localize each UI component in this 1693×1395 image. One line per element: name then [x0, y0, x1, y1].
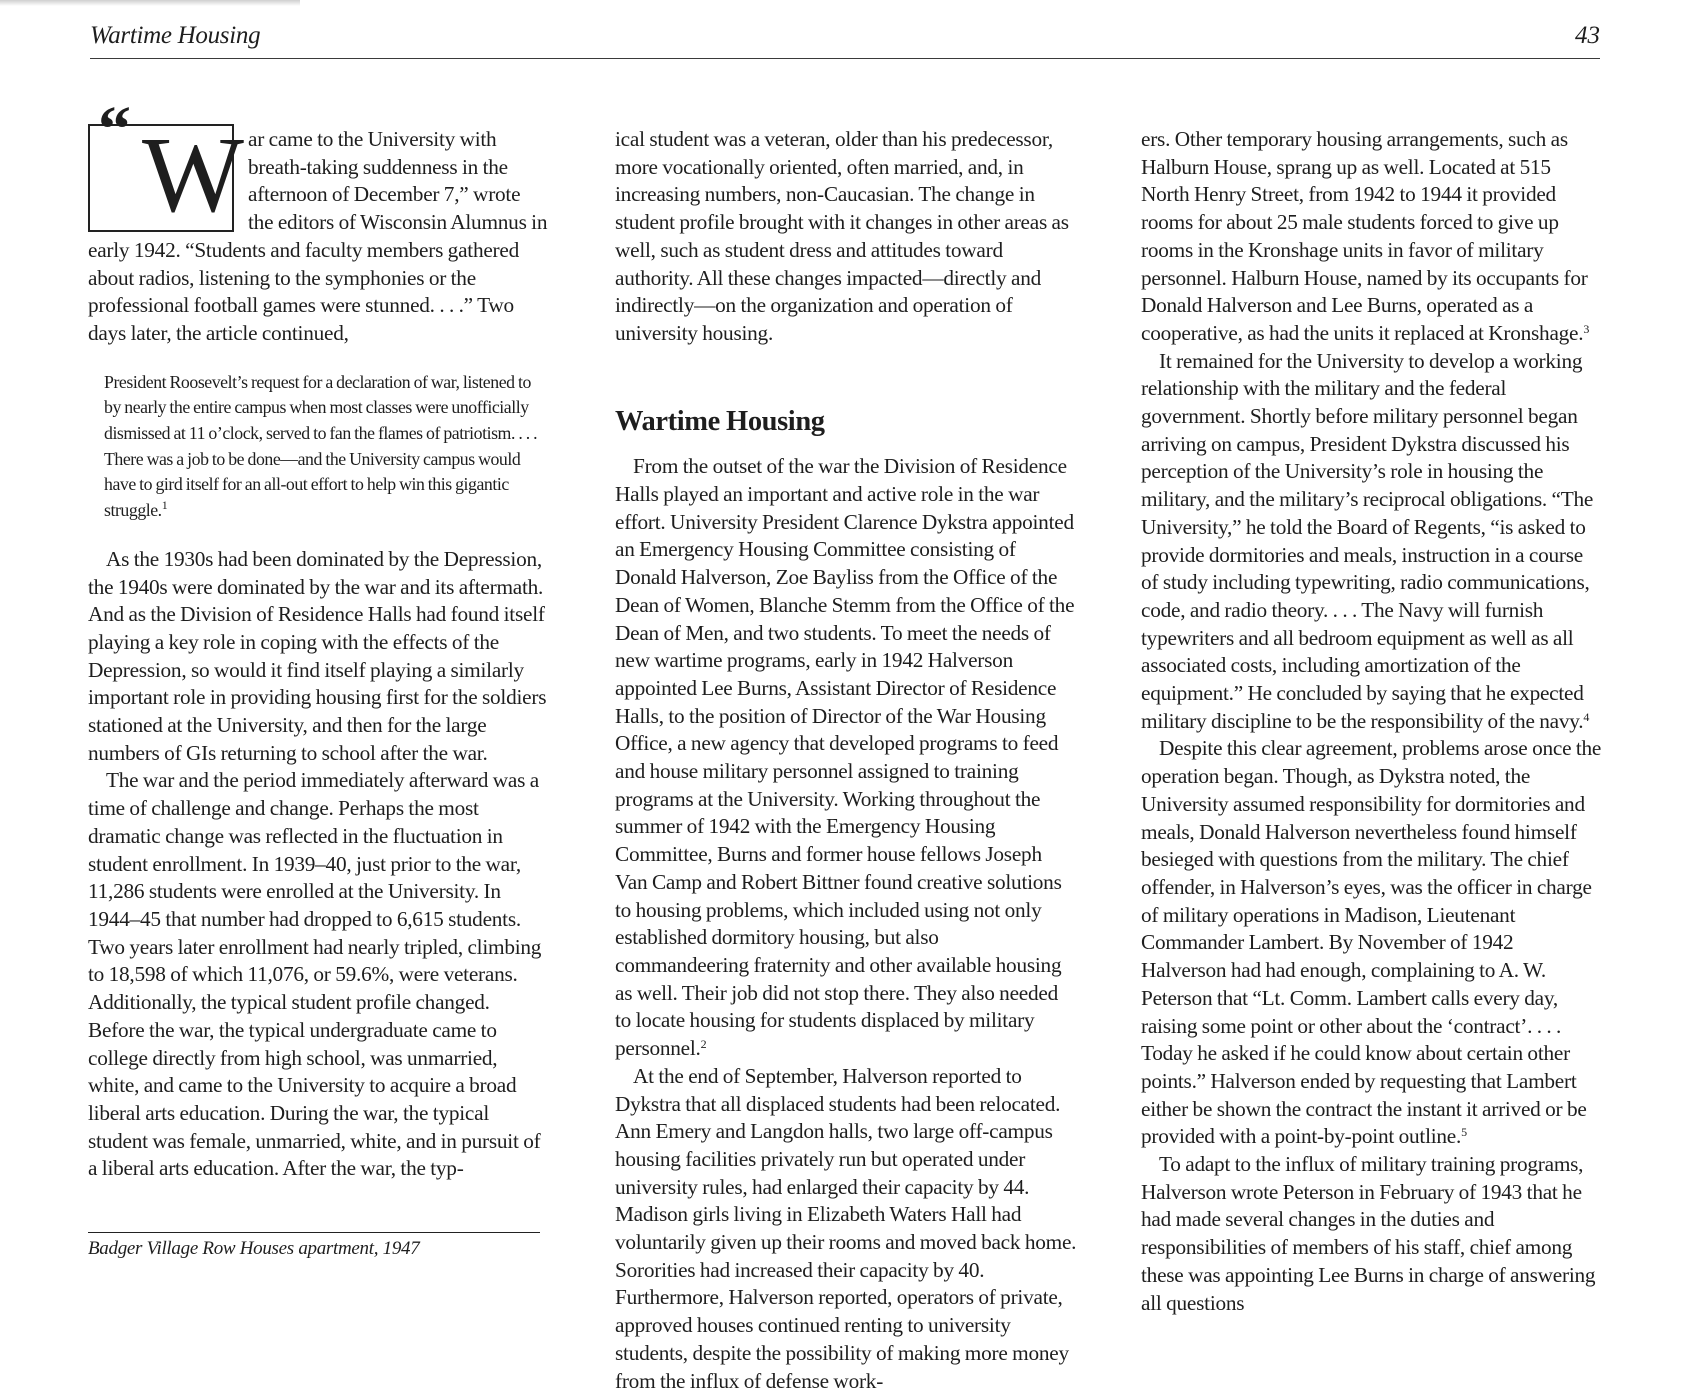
column-1	[88, 93, 550, 1183]
paragraph	[1141, 348, 1603, 736]
paragraph	[1141, 126, 1603, 348]
paragraph: The war and the period immediately afterward was a time of challenge and change. Perhaps the most dramatic change was reflected in the fluctuation in student enrollment. In 1939–40, just prior to the war, 11,286 students were enrolled at the University. In 1944–45 that number had dropped to 6,615 students. Two years later enrollment had nearly tripled, climbing to 18,598 of which 11,076, or 59.6%, were veterans. Additionally, the typical student profile changed. Before the war, the typical undergraduate came to college directly from high school, was unmarried, white, and came to the University to acquire a broad liberal arts education. During the war, the typical student was female, unmarried, white, and in pursuit of a liberal arts education. After the war, the typ-	[88, 768, 542, 1181]
section-heading: Wartime Housing	[615, 405, 825, 437]
footnote-ref: 2	[700, 1037, 707, 1052]
block-quote-text: President Roosevelt’s request for a declaration of war, listened to by nearly the entire campus when most classes were unofficially dismissed at 11 o’clock, served to fan the flames of patriotism. . . . There was a job to be done—and the University campus would have to gird itself for an all-out effort to help win this gigantic struggle.	[104, 371, 538, 521]
running-head: Wartime Housing	[90, 22, 261, 49]
paragraph-text: Despite this clear agreement, problems arose once the operation began. Though, as Dykstra noted, the University assumed responsibility for dormitories and meals, Donald Halverson nevertheless found himself besieged with questions from the military. The chief offender, in Halverson’s eyes, was the officer in charge of military operations in Madison, Lieutenant Commander Lambert. By November of 1942 Halverson had had enough, complaining to A. W. Peterson that “Lt. Comm. Lambert calls every day, raising some point or other about the ‘contract’. . . . Today he asked if he could know about certain other points.” Halverson ended by requesting that Lambert either be shown the contract the instant it arrived or be provided with a point-by-point outline.	[1141, 736, 1602, 1149]
page-number: 43	[1575, 22, 1600, 49]
drop-cap-quote-mark: “	[98, 93, 131, 166]
column-2	[615, 126, 1077, 1395]
paragraph-text: It remained for the University to develop a working relationship with the military and the federal government. Shortly before military personnel began arriving on campus, President Dykstra discussed his perception of the University’s role in housing the military, and the military’s reciprocal obligations. “The University,” he told the Board of Regents, “is asked to provide dormitories and meals, instruction in a course of study including typewriting, radio communications, code, and radio theory. . . . The Navy will furnish typewriters and all bedroom equipment as well as all associated costs, including amortization of the equipment.” He concluded by saying that he expected military discipline to be the responsibility of the navy.	[1141, 348, 1594, 733]
caption-rule	[88, 1232, 540, 1233]
paragraph: As the 1930s had been dominated by the Depression, the 1940s were dominated by the war and its aftermath. And as the Division of Residence Halls had found itself playing a key role in coping with the effects of the Depression, so would it find itself playing a similarly important role in providing housing first for the soldiers stationed at the University, and then for the large numbers of GIs returning to school after the war.	[88, 546, 547, 765]
paragraph: ical student was a veteran, older than his predecessor, more vocationally oriented, often married, and, in increasing numbers, non-Caucasian. The change in student profile brought with it changes in other areas as well, such as student dress and attitudes toward authority. All these changes impacted—directly and indirectly—on the organization and operation of university housing.	[615, 127, 1069, 345]
paragraph: ar came to the University with breath-taking suddenness in the afternoon of December 7,” wrote the editors of Wisconsin Alumnus in early 1942. “Students and faculty members gathered about radios, listening to the symphonies or the professional football games were stunned. . . .” Two days later, the article continued,	[88, 127, 548, 345]
paragraph-text: ers. Other temporary housing arrangements, such as Halburn House, sprang up as well. Located at 515 North Henry Street, from 1942 to 1944 it provided rooms for about 25 male students forced to give up rooms in the Kronshage units in favor of military personnel. Halburn House, named by its occupants for Donald Halverson and Lee Burns, operated as a cooperative, as had the units it replaced at Kronshage.	[1141, 127, 1588, 345]
footnote-ref: 4	[1583, 709, 1590, 724]
footnote-ref: 5	[1461, 1125, 1467, 1140]
page-edge-shadow	[0, 0, 300, 6]
drop-cap	[88, 93, 244, 235]
block-quote	[104, 370, 550, 524]
paragraph: To adapt to the influx of military training programs, Halverson wrote Peterson in February of 1943 that he had made several changes in the duties and responsibilities of members of his staff, chief among these was appointing Lee Burns in charge of answering all questions	[1141, 1152, 1596, 1315]
drop-cap-letter: W	[142, 116, 244, 235]
column-3	[1141, 126, 1603, 1317]
paragraph-text: From the outset of the war the Division of Residence Halls played an important and active role in the war effort. University President Clarence Dykstra appointed an Emergency Housing Committee consisting of Donald Halverson, Zoe Bayliss from the Office of the Dean of Women, Blanche Stemm from the Office of the Dean of Men, and two students. To meet the needs of new wartime programs, early in 1942 Halverson appointed Lee Burns, Assistant Director of Residence Halls, to the position of Director of the War Housing Office, a new agency that developed programs to feed and house military personnel assigned to training programs at the University. Working throughout the summer of 1942 with the Emergency Housing Committee, Burns and former house fellows Joseph Van Camp and Robert Bittner found creative solutions to housing problems, which included using not only established dormitory housing, but also commandeering fraternity and other available housing as well. Their job did not stop there. They also needed to locate housing for students displaced by military personnel.	[615, 454, 1075, 1061]
paragraph	[1141, 735, 1603, 1151]
page-header	[90, 18, 1600, 59]
paragraph: At the end of September, Halverson reported to Dykstra that all displaced students had been relocated. Ann Emery and Langdon halls, two large off-campus housing facilities privately run but operated under university rules, had enlarged their capacity by 44. Madison girls living in Elizabeth Waters Hall had voluntarily given up their rooms and moved back home. Sororities had increased their capacity by 40. Furthermore, Halverson reported, operators of private, approved houses continued renting to university students, despite the possibility of making more money from the influx of defense work-	[615, 1063, 1077, 1393]
footnote-ref: 3	[1583, 321, 1590, 336]
paragraph	[615, 453, 1077, 1062]
footnote-ref: 1	[161, 498, 168, 513]
photo-caption: Badger Village Row Houses apartment, 1947	[88, 1238, 420, 1259]
